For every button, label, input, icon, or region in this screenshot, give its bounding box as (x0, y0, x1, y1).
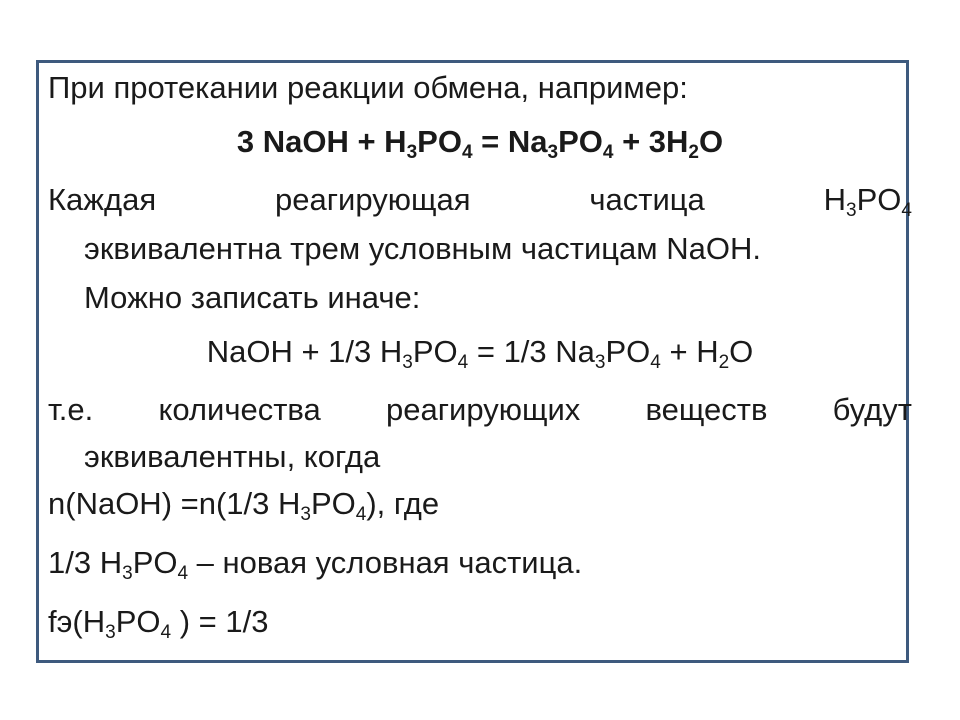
eq-part: = Na (472, 124, 548, 159)
intro-label: При протекании реакции обмена, например: (48, 70, 688, 105)
eq-subscript: 3 (547, 142, 559, 163)
formula-h3po4 (823, 182, 912, 221)
eq-part: PO (417, 124, 462, 159)
eq-subscript: 4 (177, 563, 189, 584)
eq-part: NaOH + 1/3 H (206, 334, 403, 369)
eq-subscript: 3 (846, 200, 857, 221)
eq-subscript: 4 (457, 352, 469, 373)
eq-subscript: 2 (718, 352, 730, 373)
eq-subscript: 4 (160, 622, 172, 643)
word: будут (832, 392, 912, 427)
eq-subscript: 4 (461, 142, 473, 163)
equation-amounts (48, 486, 912, 525)
word: реагирующих (385, 392, 581, 427)
word: реагирующая (275, 182, 471, 217)
eq-part: 1/3 H (48, 545, 123, 580)
eq-part: H (823, 182, 847, 217)
eq-part: PO (558, 124, 603, 159)
eq-part: PO (115, 604, 161, 639)
equation-main (48, 124, 912, 163)
word: частица (589, 182, 705, 217)
new-particle-definition (48, 545, 912, 584)
word: Каждая (48, 182, 157, 217)
para-text: эквивалентны, когда (84, 439, 381, 474)
eq-part: fэ(H (48, 604, 106, 639)
eq-subscript: 3 (122, 563, 133, 584)
eq-part: O (699, 124, 724, 159)
eq-part: PO (132, 545, 178, 580)
para-text: Можно записать иначе: (84, 280, 421, 315)
eq-subscript: 4 (355, 504, 367, 525)
paragraph-2-line-2 (84, 439, 912, 475)
eq-subscript: 3 (594, 352, 606, 373)
eq-part: PO (310, 486, 356, 521)
eq-part: + H (660, 334, 719, 369)
eq-part: ), где (366, 486, 440, 521)
eq-subscript: 4 (602, 142, 614, 163)
eq-subscript: 3 (402, 352, 413, 373)
eq-part: PO (605, 334, 651, 369)
equivalence-factor (48, 604, 912, 643)
word: количества (158, 392, 321, 427)
eq-part: = 1/3 Na (468, 334, 595, 369)
eq-subscript: 2 (688, 142, 699, 163)
eq-part: ) = 1/3 (171, 604, 269, 639)
paragraph-2-line-1 (48, 392, 912, 428)
eq-part: PO (856, 182, 902, 217)
para-text: эквивалентна трем условным частицам NaOH. (84, 231, 761, 266)
eq-subscript: 3 (406, 142, 418, 163)
paragraph-1-line-2 (84, 231, 912, 267)
intro-text (48, 70, 912, 106)
equation-alt (48, 334, 912, 373)
eq-subscript: 4 (901, 200, 912, 221)
eq-part: n(NaOH) =n(1/3 H (48, 486, 301, 521)
word: т.е. (48, 392, 94, 427)
eq-part: 3 NaOH + H (236, 124, 407, 159)
eq-subscript: 4 (650, 352, 661, 373)
word: веществ (645, 392, 768, 427)
eq-part: O (729, 334, 754, 369)
eq-part: PO (412, 334, 458, 369)
paragraph-1-line-3 (84, 280, 912, 316)
eq-part: – новая условная частица. (188, 545, 583, 580)
paragraph-1-line-1 (48, 182, 912, 221)
eq-subscript: 3 (105, 622, 116, 643)
eq-subscript: 3 (300, 504, 311, 525)
eq-part: + 3H (613, 124, 689, 159)
